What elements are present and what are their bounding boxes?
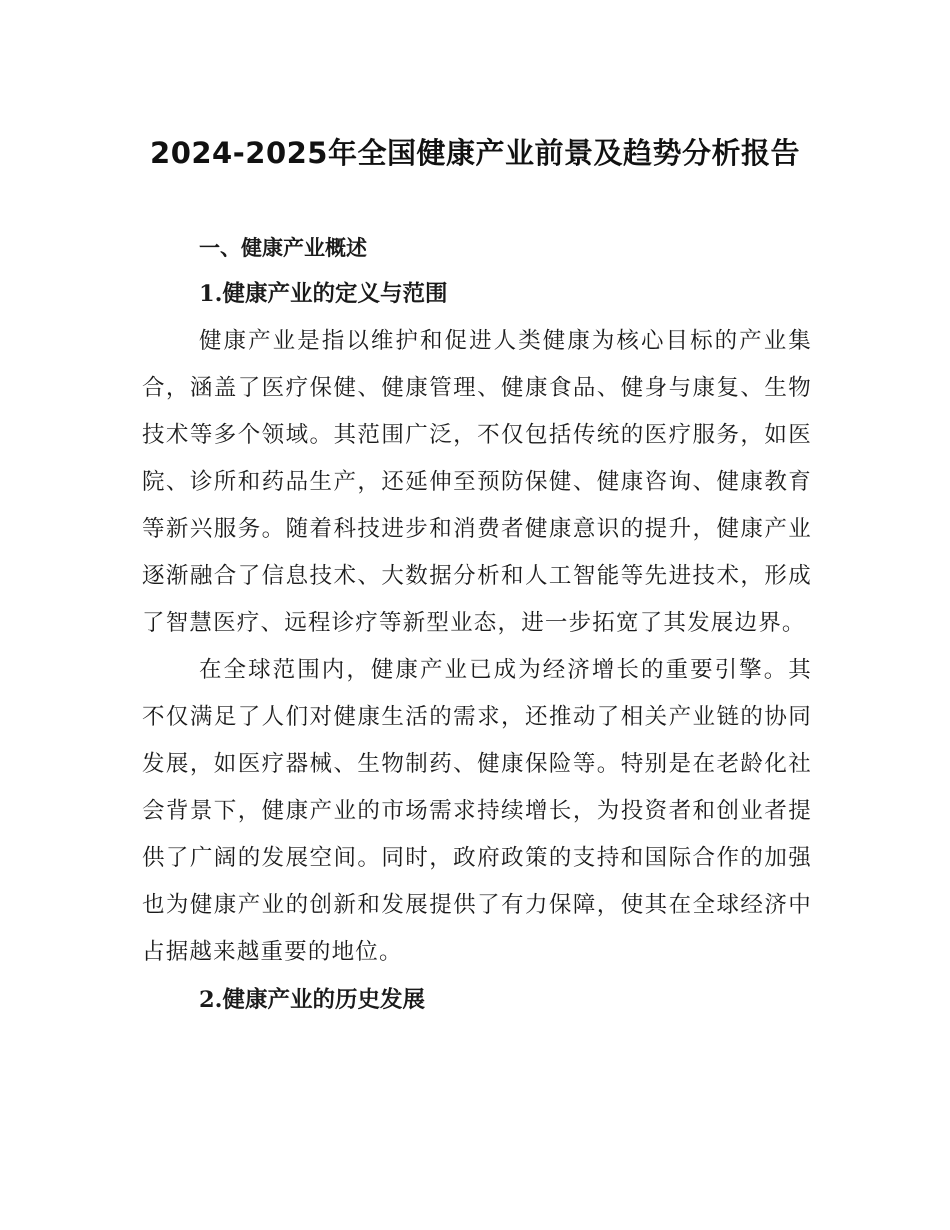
subsection-heading: 2.健康产业的历史发展 [199, 987, 425, 1013]
section-heading: 一、健康产业概述 [199, 236, 367, 260]
subsection-heading: 1.健康产业的定义与范围 [199, 281, 448, 307]
body-paragraph: 健康产业是指以维护和促进人类健康为核心目标的产业集合，涵盖了医疗保健、健康管理、健康食品、健身与康复、生物技术等多个领域。其范围广泛，不仅包括传统的医疗服务，如医院、诊所和药品生产，还延伸至预防保健、健康咨询、健康教育等新兴服务。随着科技进步和消费者健康意识的提升，健康产业逐渐融合了信息技术、大数据分析和人工智能等先进技术，形成了智慧医疗、远程诊疗等新型业态，进一步拓宽了其发展边界。 [142, 328, 812, 636]
document-body [142, 226, 812, 1024]
document-title: 2024-2025年全国健康产业前景及趋势分析报告 [150, 136, 800, 171]
body-paragraph: 在全球范围内，健康产业已成为经济增长的重要引擎。其不仅满足了人们对健康生活的需求，还推动了相关产业链的协同发展，如医疗器械、生物制药、健康保险等。特别是在老龄化社会背景下，健康产业的市场需求持续增长，为投资者和创业者提供了广阔的发展空间。同时，政府政策的支持和国际合作的加强也为健康产业的创新和发展提供了有力保障，使其在全球经济中占据越来越重要的地位。 [142, 657, 812, 965]
